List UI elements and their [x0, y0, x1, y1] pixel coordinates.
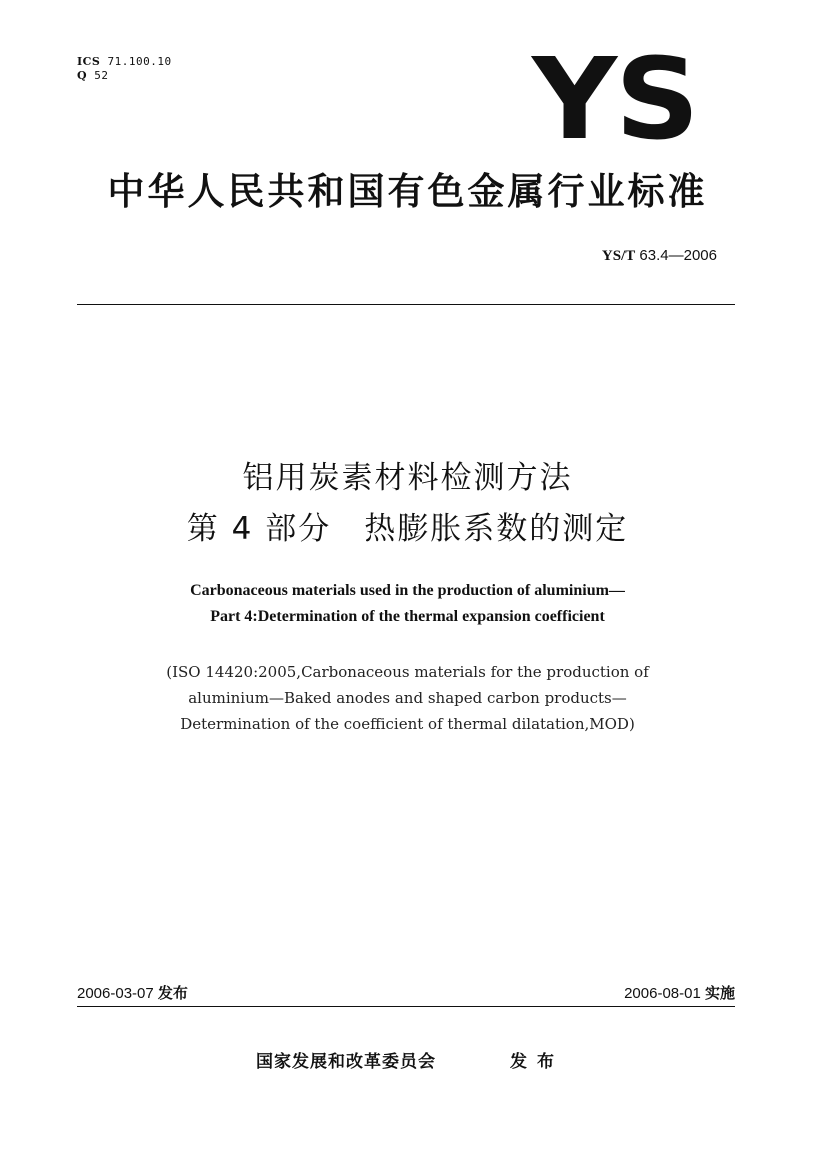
standard-number-value: 63.4—2006 [639, 247, 717, 264]
implementation-date [624, 983, 735, 1004]
issue-date-value: 2006-03-07 [77, 985, 154, 1002]
ics-code [77, 55, 172, 69]
ics-label: ICS [77, 55, 101, 68]
english-title-line-2: Part 4:Determination of the thermal expansion coefficient [210, 608, 605, 625]
standard-number [602, 246, 717, 266]
publish-label: 发布 [510, 1052, 564, 1072]
classification-codes [77, 55, 172, 83]
q-label: Q [77, 69, 88, 82]
iso-reference-line-3: Determination of the coefficient of thermal dilatation,MOD) [180, 715, 635, 733]
iso-reference-line-2: aluminium—Baked anodes and shaped carbon products— [188, 689, 627, 707]
header-divider [77, 304, 735, 305]
standard-prefix: YS/T [601, 248, 636, 264]
chinese-title-line-1: 铝用炭素材料检测方法 [242, 460, 573, 496]
q-value: 52 [94, 69, 109, 82]
implementation-label: 实施 [704, 984, 735, 1002]
issue-date [77, 983, 188, 1004]
standard-category-title: 中华人民共和国有色金属行业标准 [107, 170, 708, 213]
iso-reference-line-1: (ISO 14420:2005,Carbonaceous materials for the production of [166, 663, 649, 681]
q-code [77, 69, 172, 83]
ys-logo: YS [532, 35, 698, 165]
chinese-title-line-2: 第 4 部分 热膨胀系数的测定 [186, 511, 629, 547]
publisher-name: 国家发展和改革委员会 [256, 1052, 436, 1072]
implementation-date-value: 2006-08-01 [624, 985, 701, 1002]
ics-value: 71.100.10 [107, 55, 172, 68]
issue-label: 发布 [157, 984, 188, 1002]
english-title-line-1: Carbonaceous materials used in the production of aluminium— [190, 582, 625, 599]
footer-divider [77, 1006, 735, 1007]
